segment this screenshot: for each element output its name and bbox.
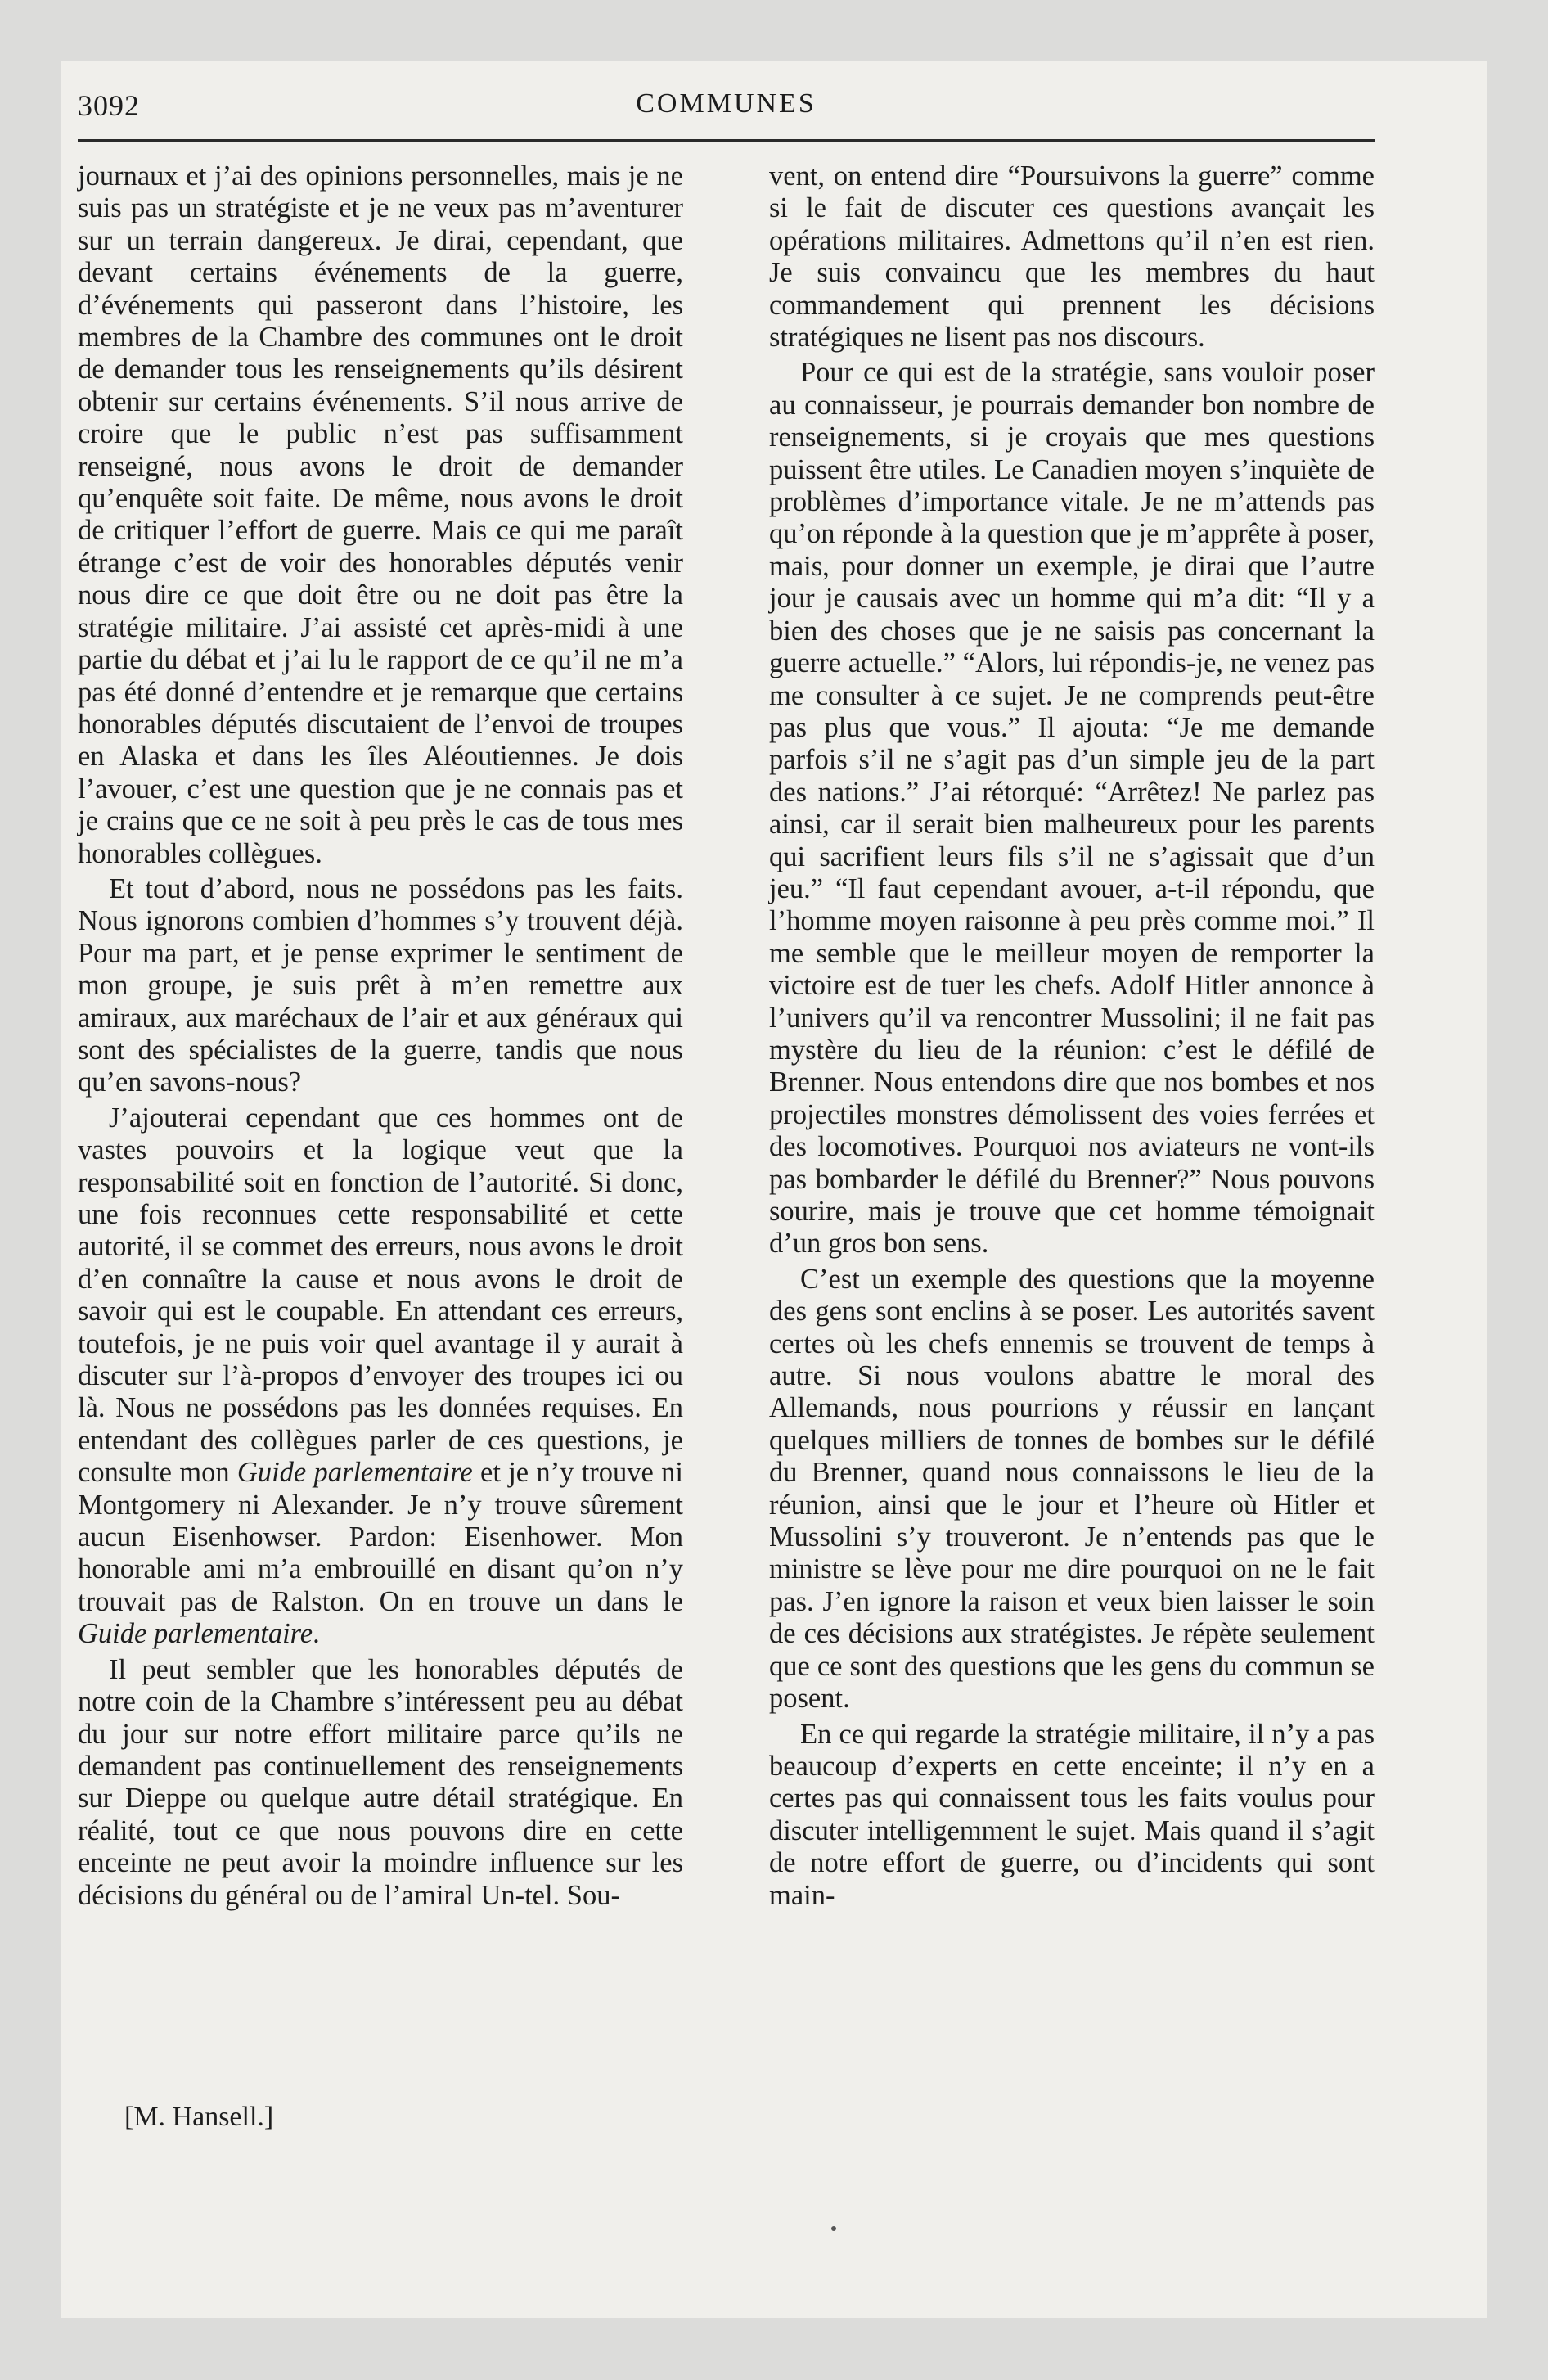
publication-title: Guide parlementaire [236, 1457, 473, 1489]
ink-speck [831, 2226, 836, 2231]
publication-title: Guide parlementaire [78, 1618, 313, 1650]
paragraph: J’ajouterai cependant que ces hommes ont de vastes pouvoirs et la logique veut que la responsabilité soit en fonction de l’autorité. Si donc, une fois reconnues cette responsabilité et cette autorité, il se commet des erreurs, nous avons le droit d’en connaître la cause et nous avons le droit de savoir qui est le coupable. En attendant ces erreurs, toutefois, je ne puis voir quel avantage il y aurait à discuter sur l’à-propos d’envoyer des troupes ici ou là. Nous ne possédons pas les données requises. En entendant des collègues parler de ces questions, je consulte mon Guide parlementaire et je n’y trouve ni Montgomery ni Alexander. Je n’y trouve sûrement aucun Eisenhowser. Pardon: Eisenhower. Mon honorable ami m’a embrouillé en disant qu’on n’y trouvait pas de Ralston. On en trouve un dans le Guide parlementaire. [78, 1102, 683, 1650]
paragraph: Pour ce qui est de la stratégie, sans vouloir poser au connaisseur, je pourrais demander bon nombre de renseignements, si je croyais que mes questions puissent être utiles. Le Canadien moyen s’inquiète de problèmes d’importance vitale. Je ne m’attends pas qu’on réponde à la question que je m’apprête à poser, mais, pour donner un exemple, je dirai que l’autre jour je causais avec un homme qui m’a dit: “Il y a bien des choses que je ne saisis pas concernant la guerre actuelle.” “Alors, lui répondis-je, ne venez pas me consulter à ce sujet. Je ne comprends peut-être pas plus que vous.” Il ajouta: “Je me demande parfois s’il ne s’agit pas d’un simple jeu de la part des nations.” J’ai rétorqué: “Arrêtez! Ne parlez pas ainsi, car il serait bien malheureux pour les parents qui sacrifient leurs fils s’il ne s’agissait que d’un jeu.” “Il faut cependant avouer, a-t-il répondu, que l’homme moyen raisonne à peu près comme moi.” Il me semble que le meilleur moyen de remporter la victoire est de tuer les chefs. Adolf Hitler annonce à l’univers qu’il va rencontrer Mussolini; il ne fait pas mystère du lieu de la réunion: c’est le défilé de Brenner. Nous entendons dire que nos bombes et nos projectiles monstres démolissent des voies ferrées et des locomotives. Pourquoi nos aviateurs ne vont-ils pas bombarder le défilé du Brenner?” Nous pouvons sourire, mais je trouve que cet homme témoignait d’un gros bon sens. [769, 357, 1375, 1260]
left-column [78, 160, 683, 1912]
paragraph: vent, on entend dire “Poursuivons la guerre” comme si le fait de discuter ces questions avançait les opérations militaires. Admettons qu’il n’en est rien. Je suis convaincu que les membres du haut commandement qui prennent les décisions stratégiques ne lisent pas nos discours. [769, 160, 1375, 354]
paragraph: En ce qui regarde la stratégie militaire, il n’y a pas beaucoup d’experts en cette enceinte; il n’y en a certes pas qui connaissent tous les faits voulus pour discuter intelligemment le sujet. Mais quand il s’agit de notre effort de guerre, ou d’incidents qui sont main- [769, 1718, 1375, 1911]
paragraph: C’est un exemple des questions que la moyenne des gens sont enclins à se poser. Les autorités savent certes où les chefs ennemis se trouvent de temps à autre. Si nous voulons abattre le moral des Allemands, nous pourrions y réussir en lançant quelques milliers de tonnes de bombes sur le défilé du Brenner, quand nous connaissons le lieu de la réunion, ainsi que le jour et l’heure où Hitler et Mussolini s’y trouveront. Je n’entends pas que le ministre se lève pour me dire pourquoi on ne le fait pas. J’en ignore la raison et veux bien laisser le soin de ces décisions aux stratégistes. Je répète seulement que ce sont des questions que les gens du commun se posent. [769, 1263, 1375, 1715]
page-header [78, 88, 1375, 133]
right-column [769, 160, 1375, 1912]
header-rule [78, 139, 1375, 142]
page-number: 3092 [78, 89, 140, 122]
paragraph: journaux et j’ai des opinions personnelles, mais je ne suis pas un stratégiste et je ne veux pas m’aventurer sur un terrain dangereux. Je dirai, cependant, que devant certains événements de la guerre, d’événements qui passeront dans l’histoire, les membres de la Chambre des communes ont le droit de demander tous les renseignements qu’ils désirent obtenir sur certains événements. S’il nous arrive de croire que le public n’est pas suffisamment renseigné, nous avons le droit de demander qu’enquête soit faite. De même, nous avons le droit de critiquer l’effort de guerre. Mais ce qui me paraît étrange c’est de voir des honorables députés venir nous dire ce que doit être ou ne doit pas être la stratégie militaire. J’ai assisté cet après-midi à une partie du débat et j’ai lu le rapport de ce qu’il ne m’a pas été donné d’entendre et je remarque que certains honorables députés discutaient de l’envoi de troupes en Alaska et dans les îles Aléoutiennes. Je dois l’avouer, c’est une question que je ne connais pas et je crains que ce ne soit à peu près le cas de tous mes honorables collègues. [78, 160, 683, 869]
paragraph: Il peut sembler que les honorables députés de notre coin de la Chambre s’intéressent peu au débat du jour sur notre effort militaire parce qu’ils ne demandent pas continuellement des renseignements sur Dieppe ou quelque autre détail stratégique. En réalité, tout ce que nous pouvons dire en cette enceinte ne peut avoir la moindre influence sur les décisions du général ou de l’amiral Un-tel. Sou- [78, 1653, 683, 1911]
paragraph: Et tout d’abord, nous ne possédons pas les faits. Nous ignorons combien d’hommes s’y trouvent déjà. Pour ma part, et je pense exprimer le sentiment de mon groupe, je suis prêt à m’en remettre aux amiraux, aux maréchaux de l’air et aux généraux qui sont des spécialistes de la guerre, tandis que nous qu’en savons-nous? [78, 872, 683, 1098]
speaker-tag: [M. Hansell.] [124, 2102, 274, 2132]
running-title: COMMUNES [636, 88, 817, 119]
